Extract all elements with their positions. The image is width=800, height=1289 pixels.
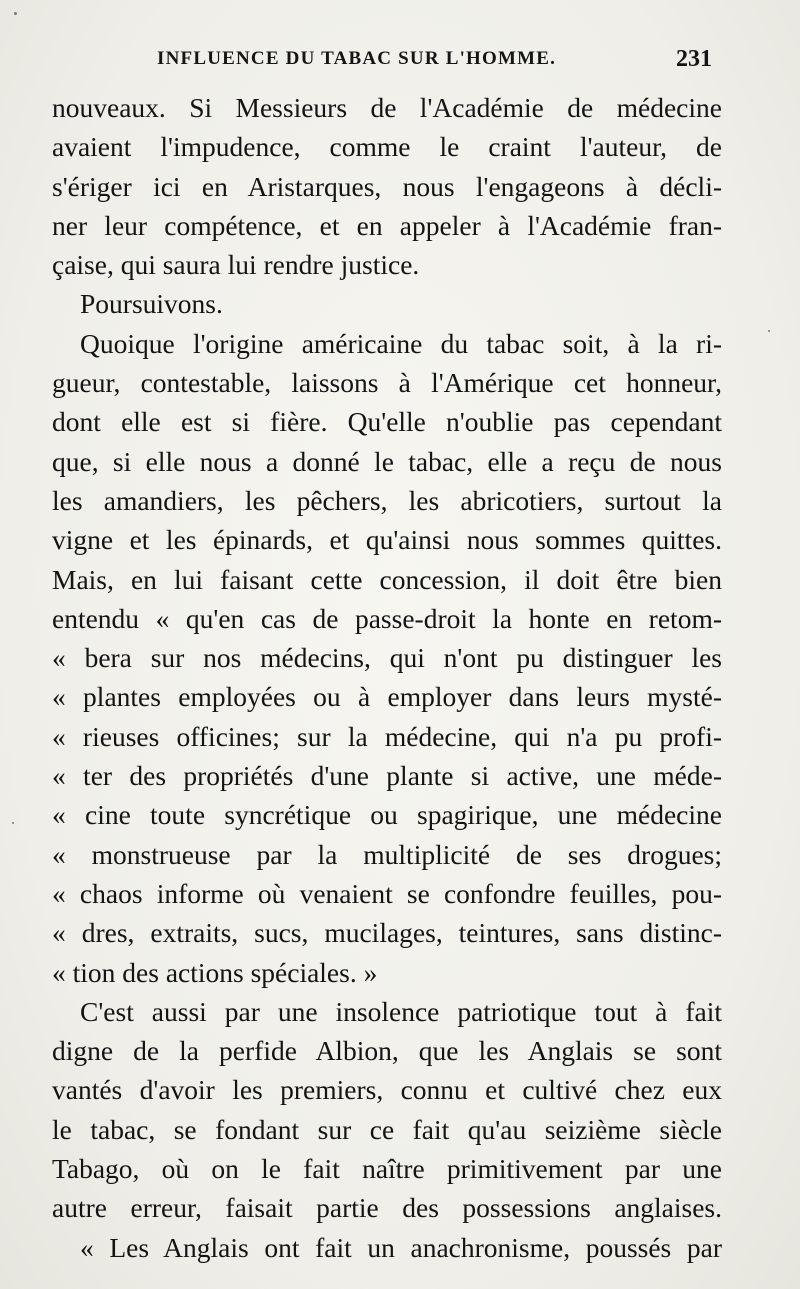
text-line: « monstrueuse par la multiplicité de ses drogues; bbox=[52, 838, 722, 870]
text-line: dont elle est si fière. Qu'elle n'oublie pas cependant bbox=[52, 406, 722, 438]
text-line: « Les Anglais ont fait un anachronisme, poussés par bbox=[80, 1231, 722, 1263]
text-line: nouveaux. Si Messieurs de l'Académie de médecine bbox=[52, 92, 722, 123]
text-line: s'ériger ici en Aristarques, nous l'engageons à décli- bbox=[52, 170, 722, 202]
paper-speck bbox=[14, 12, 17, 15]
text-line: autre erreur, faisait partie des possessions anglaises. bbox=[52, 1192, 722, 1224]
text-line: Quoique l'origine américaine du tabac soit, à la ri- bbox=[80, 327, 722, 359]
text-line: « bera sur nos médecins, qui n'ont pu distinguer les bbox=[52, 642, 722, 674]
paper-speck bbox=[12, 822, 14, 824]
text-line: gueur, contestable, laissons à l'Amérique cet honneur, bbox=[52, 367, 722, 399]
text-line: « chaos informe où venaient se confondre feuilles, pou- bbox=[52, 877, 722, 909]
text-line: le tabac, se fondant sur ce fait qu'au seizième siècle bbox=[52, 1113, 722, 1145]
text-line: C'est aussi par une insolence patriotique tout à fait bbox=[80, 995, 722, 1027]
text-line: Mais, en lui faisant cette concession, il doit être bien bbox=[52, 563, 722, 595]
paper-speck bbox=[768, 330, 770, 332]
page-number: 231 bbox=[676, 46, 712, 72]
text-line: vantés d'avoir les premiers, connu et cultivé chez eux bbox=[52, 1074, 722, 1106]
text-line: digne de la perfide Albion, que les Anglais se sont bbox=[52, 1035, 722, 1067]
page-header bbox=[52, 46, 712, 76]
text-line: vigne et les épinards, et qu'ainsi nous sommes quittes. bbox=[52, 524, 722, 556]
text-line: que, si elle nous a donné le tabac, elle a reçu de nous bbox=[52, 445, 722, 477]
text-line: avaient l'impudence, comme le craint l'auteur, de bbox=[52, 131, 722, 163]
text-line: « rieuses officines; sur la médecine, qui n'a pu profi- bbox=[52, 720, 722, 752]
text-line: Poursuivons. bbox=[80, 288, 223, 320]
text-line: « tion des actions spéciales. » bbox=[52, 956, 378, 988]
text-line: « cine toute syncrétique ou spagirique, une médecine bbox=[52, 799, 722, 831]
body-text bbox=[52, 88, 722, 1267]
text-line: les amandiers, les pêchers, les abricotiers, surtout la bbox=[52, 484, 722, 516]
text-line: entendu « qu'en cas de passe-droit la honte en retom- bbox=[52, 602, 722, 634]
text-line: « plantes employées ou à employer dans leurs mysté- bbox=[52, 681, 722, 713]
text-line: çaise, qui saura lui rendre justice. bbox=[52, 249, 420, 281]
text-line: « ter des propriétés d'une plante si active, une méde- bbox=[52, 760, 722, 792]
text-line: ner leur compétence, et en appeler à l'Académie fran- bbox=[52, 209, 722, 241]
running-title: INFLUENCE DU TABAC SUR L'HOMME. bbox=[157, 48, 557, 69]
text-line: « dres, extraits, sucs, mucilages, teintures, sans distinc- bbox=[52, 917, 722, 949]
text-line: Tabago, où on le fait naître primitivement par une bbox=[52, 1153, 722, 1185]
